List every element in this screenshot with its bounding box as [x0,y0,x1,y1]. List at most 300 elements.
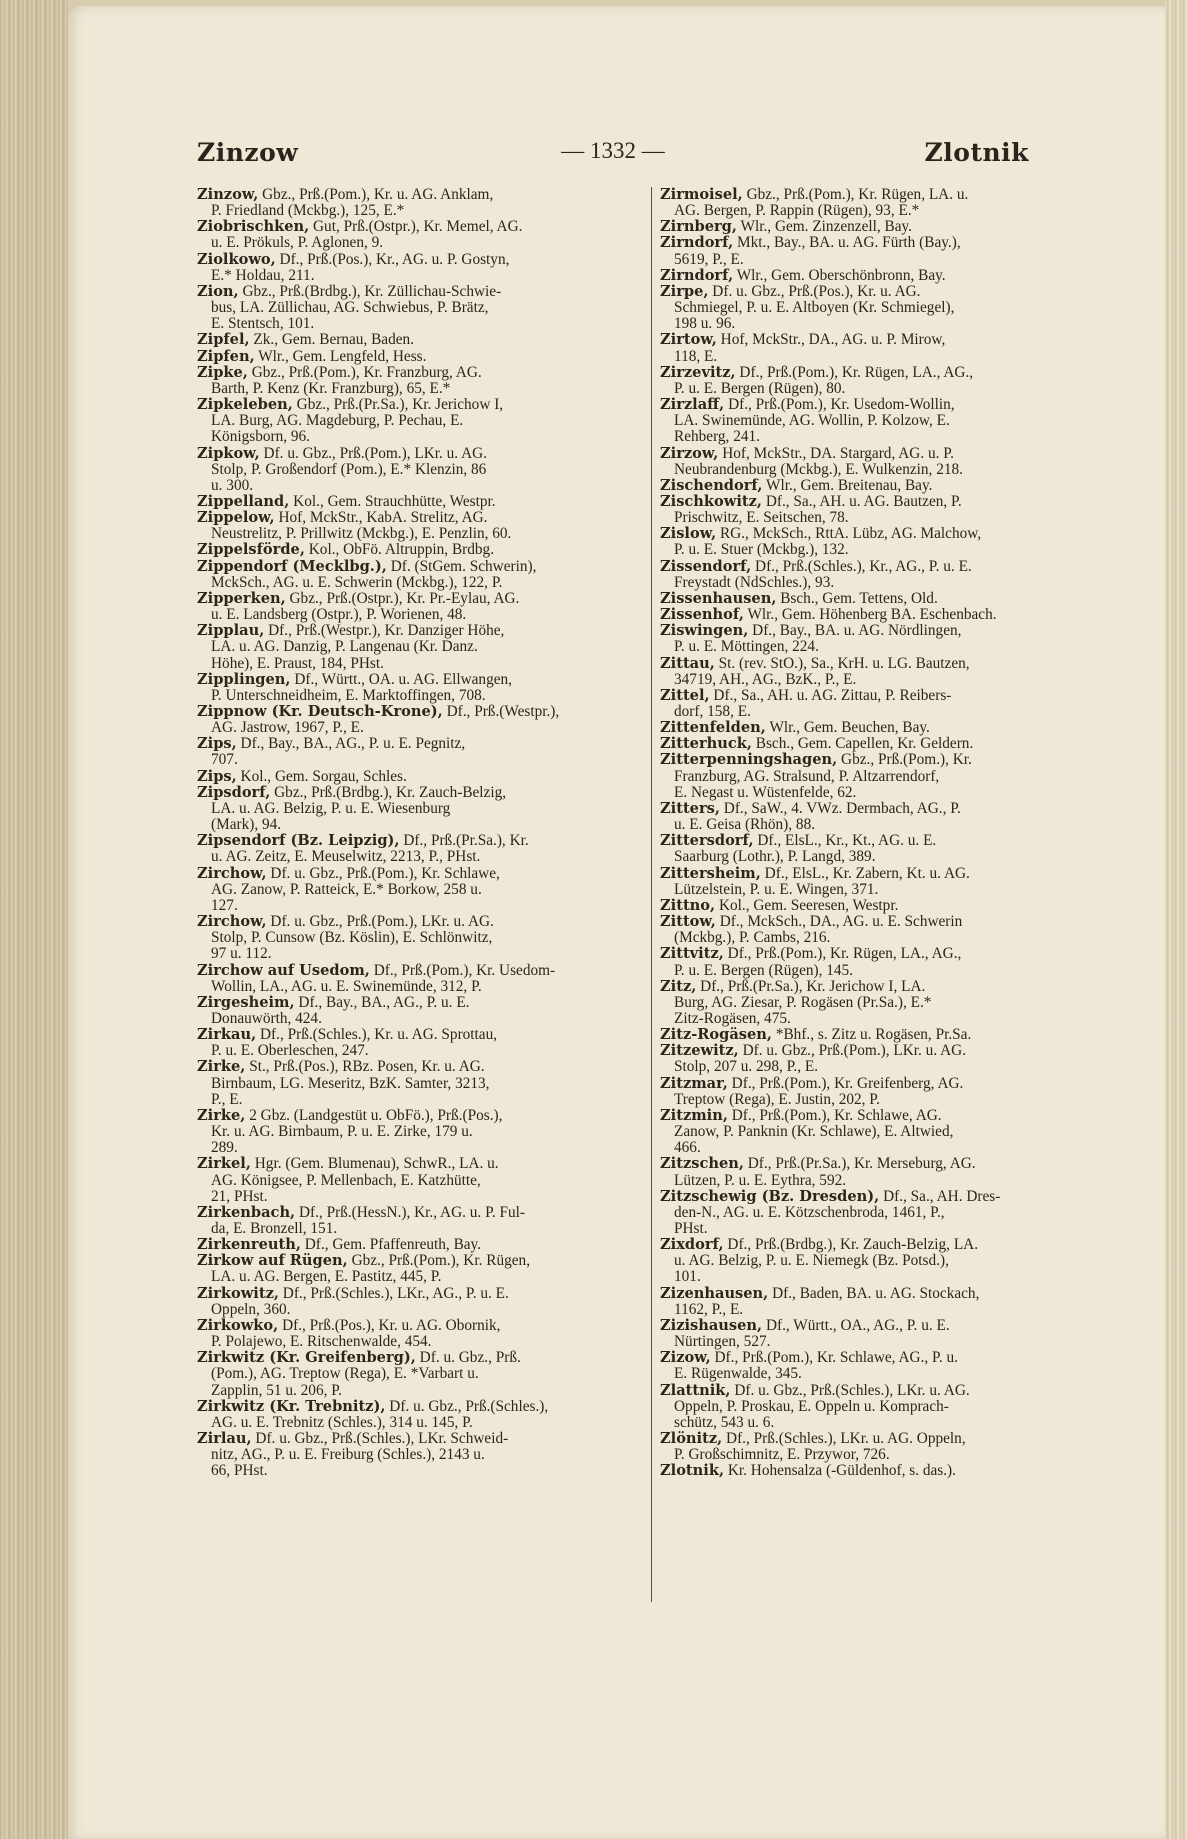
gazetteer-entry [197,769,602,785]
entry-headword: Zirkenbach, [197,1203,296,1221]
column-divider [651,187,652,1602]
entry-text: 707. [211,751,238,769]
entry-headword: Zissenhof, [660,606,744,624]
entry-text: Df., Sa., AH. u. AG. Bautzen, P. [765,492,962,510]
entry-headword: Ziolkowo, [197,250,276,268]
gazetteer-entry [660,752,1072,800]
entry-headword: Zirkenreuth, [197,1236,301,1254]
entry-headword: Zissenhausen, [660,589,777,607]
entry-headword: Ziobrischken, [197,218,310,236]
gazetteer-entry [660,656,1072,688]
entry-headword: Zipsendorf (Bz. Leipzig), [197,832,400,850]
entry-text: MckSch., AG. u. E. Schwerin (Mckbg.), 122, P. [211,573,503,591]
gazetteer-entry [197,672,602,704]
entry-headword: Zirkow auf Rügen, [197,1252,348,1270]
entry-text: RG., MckSch., RttA. Lübz, AG. Malchow, [719,525,982,543]
gazetteer-entry [660,688,1072,720]
entry-text: Df., Bay., BA., AG., P. u. E. Pegnitz, [240,735,466,753]
gazetteer-entry [660,526,1072,558]
entry-text: u. E. Landsberg (Ostpr.), P. Worienen, 48. [211,606,467,624]
entry-text: St. (rev. StO.), Sa., KrH. u. LG. Bautzen, [718,654,970,672]
gazetteer-entry [197,833,602,865]
entry-text: P. Unterschneidheim, E. Marktoffingen, 708. [211,686,486,704]
gazetteer-entry [197,785,602,833]
entry-text: Df., Prß.(Pom.), Kr. Schlawe, AG., P. u. [714,1349,958,1367]
gazetteer-entry [660,1156,1072,1188]
entry-text: Df., Württ., OA. u. AG. Ellwangen, [294,670,512,688]
entry-headword: Zirnberg, [660,218,737,236]
entry-text: *Bhf., s. Zitz u. Rogäsen, Pr.Sa. [775,1026,972,1044]
entry-text: E. Stentsch, 101. [211,315,315,333]
entry-text: Zapplin, 51 u. 206, P. [211,1381,342,1399]
entry-text: PHst. [674,1220,708,1237]
gazetteer-entry [197,219,602,251]
entry-text: Wlr., Gem. Oberschönbronn, Bay. [736,266,946,284]
entry-headword: Zitzschen, [660,1155,744,1173]
entry-text: Df. u. Gbz., Prß.(Pom.), LKr. u. AG. [270,913,494,931]
entry-text: Df., Prß.(Schles.), Kr. u. AG. Sprottau, [259,1026,498,1044]
gazetteer-entry [197,446,602,494]
entry-headword: Zipfel, [197,331,250,349]
entry-text: Df., Baden, BA. u. AG. Stockach, [772,1284,980,1302]
entry-text: Df., Prß.(Pr.Sa.), Kr. [403,832,529,850]
entry-headword: Zittersheim, [660,864,761,882]
entry-text: Gbz., Prß.(Ostpr.), Kr. Pr.-Eylau, AG. [289,589,520,607]
running-head [197,138,1029,172]
entry-text: E.* Holdau, 211. [211,266,315,284]
entry-text: Df., Prß.(Pos.), Kr. u. AG. Obornik, [282,1316,501,1334]
entry-headword: Zirchow auf Usedom, [197,961,370,979]
entry-text: Df., Bay., BA., AG., P. u. E. [298,993,470,1011]
gazetteer-entry [197,1318,602,1350]
entry-text: Burg, AG. Ziesar, P. Rogäsen (Pr.Sa.), E.* [674,993,932,1011]
gazetteer-entry [660,866,1072,898]
gazetteer-entry [197,1286,602,1318]
entry-headword: Zippnow (Kr. Deutsch-Krone), [197,703,443,720]
entry-text: Rehberg, 241. [674,428,760,446]
gazetteer-entry [197,284,602,332]
left-column [197,187,602,1480]
entry-headword: Zislow, [660,525,717,543]
entry-headword: Zirkau, [197,1026,257,1044]
entry-text: Stolp, P. Großendorf (Pom.), E.* Klenzin, 86 [211,460,487,478]
entry-headword: Zissendorf, [660,557,752,575]
entry-text: Gbz., Prß.(Pom.), Kr. Rügen, [351,1252,531,1270]
entry-text: Df., MckSch., DA., AG. u. E. Schwerin [719,913,963,931]
entry-text: Df., Prß.(Pom.), Kr. Schlawe, AG. [731,1106,942,1124]
entry-text: Df. (StGem. Schwerin), [390,557,537,575]
gazetteer-entry [660,898,1072,914]
entry-headword: Zipsdorf, [197,783,271,801]
entry-headword: Zirke, [197,1106,246,1124]
entry-text: Kol., Gem. Strauchhütte, Westpr. [293,492,496,510]
entry-text: Wlr., Gem. Breitenau, Bay. [766,476,933,494]
gazetteer-entry [197,1059,602,1107]
gazetteer-entry [197,1205,602,1237]
entry-headword: Zippelsförde, [197,541,305,559]
entry-text: Wlr., Gem. Höhenberg BA. Eschenbach. [747,606,997,624]
entry-text: u. E. Prökuls, P. Aglonen, 9. [211,234,384,252]
entry-headword: Zion, [197,282,239,300]
entry-text: Df. u. Gbz., Prß.(Pom.), LKr. u. AG. [263,444,488,462]
entry-text: Df., Prß.(Schles.), LKr. u. AG. Oppeln, [726,1430,966,1448]
entry-text: 466. [674,1139,701,1157]
entry-headword: Zittenfelden, [660,719,766,737]
entry-headword: Zirkwitz (Kr. Greifenberg), [197,1349,416,1367]
entry-headword: Zixdorf, [660,1236,724,1254]
entry-headword: Zippelland, [197,492,290,510]
entry-text: Neustrelitz, P. Prillwitz (Mckbg.), E. Penzlin, 60. [211,525,512,543]
entry-headword: Zirpe, [660,282,709,300]
gazetteer-entry [197,187,602,219]
gazetteer-entry [660,1286,1072,1318]
gazetteer-entry [660,1076,1072,1108]
entry-text: AG. Bergen, P. Rappin (Rügen), 93, E.* [674,202,920,220]
entry-text: Df., Prß.(Westpr.), [446,703,560,720]
entry-text: Franzburg, AG. Stralsund, P. Altzarrendorf, [674,767,940,785]
entry-text: Prischwitz, E. Seitschen, 78. [674,509,849,527]
gazetteer-entry [197,995,602,1027]
entry-text: Kol., Gem. Sorgau, Schles. [240,767,407,785]
entry-text: Df., Prß.(Pr.Sa.), Kr. Jerichow I, LA. [700,977,926,995]
entry-text: LA. Swinemünde, AG. Wollin, P. Kolzow, E. [674,412,950,430]
entry-headword: Zitzschewig (Bz. Dresden), [660,1187,880,1205]
entry-text: LA. u. AG. Belzig, P. u. E. Wiesenburg [211,799,451,817]
entry-text: Oppeln, 360. [211,1300,291,1318]
gazetteer-entry [660,284,1072,332]
gazetteer-entry [197,397,602,445]
gazetteer-entry [197,559,602,591]
gazetteer-entry [197,510,602,542]
entry-headword: Zipperken, [197,589,286,607]
entry-headword: Zitters, [660,799,720,817]
entry-text: Df., Prß.(Pom.), Kr. Rügen, LA., AG., [727,945,962,963]
entry-text: Treptow (Rega), E. Justin, 202, P. [674,1090,880,1108]
entry-headword: Zittno, [660,896,716,914]
gazetteer-entry [197,252,602,284]
entry-headword: Zirndorf, [660,266,734,284]
entry-headword: Zipke, [197,363,248,381]
entry-headword: Zirke, [197,1058,246,1076]
entry-text: Df., Prß.(Pom.), Kr. Usedom-Wollin, [728,396,955,414]
entry-text: LA. Burg, AG. Magdeburg, P. Pechau, E. [211,412,464,430]
entry-text: Gbz., Prß.(Pom.), Kr. Rügen, LA. u. [746,186,969,203]
gazetteer-entry [660,478,1072,494]
gazetteer-entry [197,1108,602,1156]
gazetteer-entry [660,397,1072,445]
gazetteer-entry [197,736,602,768]
entry-headword: Zippendorf (Mecklbg.), [197,557,387,575]
entry-text: 97 u. 112. [211,945,272,963]
entry-headword: Zitterhuck, [660,735,752,753]
entry-headword: Zirzlaff, [660,396,725,414]
entry-text: Df., Sa., AH. Dres- [883,1187,1001,1205]
entry-text: Gbz., Prß.(Pom.), Kr. [841,751,972,769]
entry-text: den-N., AG. u. E. Kötzschenbroda, 1461, P., [674,1203,945,1221]
entry-text: Stolp, 207 u. 298, P., E. [674,1058,819,1076]
entry-headword: Ziswingen, [660,622,749,640]
gazetteer-entry [660,1189,1072,1237]
gazetteer-entry [660,219,1072,235]
gazetteer-entry [660,946,1072,978]
gazetteer-entry [660,446,1072,478]
entry-text: P., E. [211,1090,243,1108]
entry-text: AG. Zanow, P. Ratteick, E.* Borkow, 258 u. [211,880,482,898]
entry-text: Df. u. Gbz., Prß.(Pos.), Kr. u. AG. [712,282,921,300]
entry-text: 127. [211,896,238,914]
entry-text: Hof, MckStr., DA. Stargard, AG. u. P. [722,444,954,462]
entry-text: Df., Prß.(HessN.), Kr., AG. u. P. Ful- [298,1203,526,1221]
entry-text: 101. [674,1268,701,1286]
entry-text: u. AG. Zeitz, E. Meuselwitz, 2213, P., PHst. [211,848,481,866]
entry-headword: Zirgesheim, [197,993,295,1011]
entry-text: Gut, Prß.(Ostpr.), Kr. Memel, AG. [313,218,523,236]
entry-text: P. Friedland (Mckbg.), 125, E.* [211,202,405,220]
entry-text: u. 300. [211,476,254,494]
entry-text: Hof, MckStr., DA., AG. u. P. Mirow, [720,331,946,349]
gazetteer-entry [197,914,602,962]
entry-headword: Zlönitz, [660,1430,723,1448]
gazetteer-entry [660,1043,1072,1075]
entry-text: P. u. E. Oberleschen, 247. [211,1042,369,1060]
entry-headword: Zitterpenningshagen, [660,751,838,769]
entry-headword: Zirkowitz, [197,1284,279,1302]
entry-text: Mkt., Bay., BA. u. AG. Fürth (Bay.), [737,234,961,252]
entry-text: P. u. E. Möttingen, 224. [674,638,819,656]
entry-headword: Zirlau, [197,1430,252,1448]
gazetteer-entry [660,833,1072,865]
entry-headword: Zizishausen, [660,1316,763,1334]
gazetteer-entry [660,720,1072,736]
gazetteer-entry [660,623,1072,655]
entry-headword: Zizow, [660,1349,711,1367]
entry-text: 1162, P., E. [674,1300,744,1318]
header-last-entry: Zlotnik [924,138,1029,167]
book-page-edges-left [0,0,68,1839]
gazetteer-entry [197,1156,602,1204]
entry-text: Df. u. Gbz., Prß. [419,1349,521,1367]
gazetteer-entry [660,591,1072,607]
entry-text: Oppeln, P. Proskau, E. Oppeln u. Komprach- [674,1397,949,1415]
entry-text: Df., ElsL., Kr. Zabern, Kt. u. AG. [764,864,970,882]
entry-text: Df., Prß.(Schles.), LKr., AG., P. u. E. [282,1284,509,1302]
gazetteer-entry [197,866,602,914]
entry-headword: Zlotnik, [660,1462,725,1480]
entry-text: Gbz., Prß.(Pom.), Kr. u. AG. Anklam, [262,186,494,203]
entry-text: Df., Prß.(Pom.), Kr. Greifenberg, AG. [731,1074,964,1092]
gazetteer-entry [660,235,1072,267]
entry-headword: Zitz, [660,977,697,995]
entry-headword: Zirzow, [660,444,719,462]
entry-text: Hgr. (Gem. Blumenau), SchwR., LA. u. [254,1155,499,1173]
entry-text: Wlr., Gem. Beuchen, Bay. [769,719,930,737]
entry-text: 289. [211,1139,238,1157]
entry-headword: Zirchow, [197,913,267,931]
entry-headword: Zirkowko, [197,1316,279,1334]
entry-text: (Mark), 94. [211,816,282,834]
gazetteer-entry [197,332,602,348]
gazetteer-entry [660,736,1072,752]
entry-headword: Zizenhausen, [660,1284,769,1302]
entry-text: schütz, 543 u. 6. [674,1413,775,1431]
entry-headword: Zitzmar, [660,1074,728,1092]
entry-text: Königsborn, 96. [211,428,311,446]
gazetteer-entry [197,349,602,365]
entry-text: (Pom.), AG. Treptow (Rega), E. *Varbart u. [211,1365,479,1383]
entry-text: nitz, AG., P. u. E. Freiburg (Schles.), 2143 u. [211,1446,485,1464]
gazetteer-entry [660,607,1072,623]
gazetteer-entry [197,1350,602,1398]
entry-headword: Zipkow, [197,444,260,462]
gazetteer-entry [660,494,1072,526]
entry-text: Df., Prß.(Pr.Sa.), Kr. Merseburg, AG. [747,1155,976,1173]
entry-headword: Zittersdorf, [660,832,754,850]
gazetteer-entry [197,704,602,736]
entry-text: St., Prß.(Pos.), RBz. Posen, Kr. u. AG. [249,1058,485,1076]
entry-text: Saarburg (Lothr.), P. Langd, 389. [674,848,876,866]
book-page-edges-right [1165,0,1187,1839]
gazetteer-entry [660,268,1072,284]
entry-text: Hof, MckStr., KabA. Strelitz, AG. [278,509,488,527]
gazetteer-entry [197,623,602,671]
entry-headword: Zirkwitz (Kr. Trebnitz), [197,1397,386,1415]
entry-text: Df. u. Gbz., Prß.(Schles.), [389,1397,549,1415]
entry-headword: Zippelow, [197,509,275,527]
entry-text: Nürtingen, 527. [674,1333,771,1351]
entry-text: Df., Prß.(Pom.), Kr. Usedom- [373,961,556,979]
gazetteer-entry [197,542,602,558]
entry-text: 21, PHst. [211,1187,268,1205]
entry-text: Df., Prß.(Westpr.), Kr. Danziger Höhe, [268,622,505,640]
entry-text: 34719, AH., AG., BzK., P., E. [674,670,857,688]
entry-text: Bsch., Gem. Tettens, Old. [780,589,938,607]
entry-headword: Zirzevitz, [660,363,736,381]
gazetteer-entry [660,1027,1072,1043]
entry-text: P. u. E. Bergen (Rügen), 80. [674,379,846,397]
entry-text: Df., SaW., 4. VWz. Dermbach, AG., P. [723,799,961,817]
entry-text: Kol., ObFö. Altruppin, Brdbg. [308,541,495,559]
entry-text: 2 Gbz. (Landgestüt u. ObFö.), Prß.(Pos.), [249,1106,503,1124]
entry-text: P. Großschimnitz, E. Przywor, 726. [674,1446,890,1464]
entry-text: Gbz., Prß.(Brdbg.), Kr. Züllichau-Schwie- [242,282,502,300]
gazetteer-entry [197,365,602,397]
gazetteer-entry [660,914,1072,946]
entry-text: Zanow, P. Panknin (Kr. Schlawe), E. Altwied, [674,1123,954,1141]
entry-text: Df., Prß.(Brdbg.), Kr. Zauch-Belzig, LA. [727,1236,979,1254]
entry-text: 118, E. [674,347,718,365]
entry-text: LA. u. AG. Bergen, E. Pastitz, 445, P. [211,1268,442,1286]
entry-headword: Zittow, [660,913,716,931]
entry-text: Zitz-Rogäsen, 475. [674,1009,791,1027]
entry-text: Df., Gem. Pfaffenreuth, Bay. [304,1236,482,1254]
gazetteer-entry [660,979,1072,1027]
gazetteer-entry [660,1237,1072,1285]
entry-text: Gbz., Prß.(Pom.), Kr. Franzburg, AG. [251,363,482,381]
entry-text: Df., Prß.(Pom.), Kr. Rügen, LA., AG., [739,363,974,381]
header-first-entry: Zinzow [197,138,299,167]
entry-text: Kr. u. AG. Birnbaum, P. u. E. Zirke, 179 u. [211,1123,473,1141]
gazetteer-entry [660,332,1072,364]
gazetteer-entry [660,801,1072,833]
entry-text: da, E. Bronzell, 151. [211,1220,338,1237]
gazetteer-entry [660,1350,1072,1382]
entry-text: u. E. Geisa (Rhön), 88. [674,816,816,834]
entry-headword: Zittau, [660,654,715,672]
entry-text: Zk., Gem. Bernau, Baden. [253,331,414,349]
entry-text: Neubrandenburg (Mckbg.), E. Wulkenzin, 218. [674,460,963,478]
entry-text: Wollin, LA., AG. u. E. Swinemünde, 312, P. [211,977,482,995]
entry-text: bus, LA. Züllichau, AG. Schwiebus, P. Brätz, [211,299,489,317]
entry-text: Bsch., Gem. Capellen, Kr. Geldern. [755,735,974,753]
gazetteer-entry [660,1383,1072,1431]
entry-headword: Zittvitz, [660,945,724,963]
gazetteer-entry [197,1253,602,1285]
gazetteer-entry [660,1108,1072,1156]
entry-headword: Zischendorf, [660,476,763,494]
entry-text: LA. u. AG. Danzig, P. Langenau (Kr. Danz. [211,638,478,656]
gazetteer-entry [660,559,1072,591]
entry-text: Df., ElsL., Kr., Kt., AG. u. E. [757,832,937,850]
entry-text: P. u. E. Stuer (Mckbg.), 132. [674,541,849,559]
gazetteer-entry [660,187,1072,219]
entry-headword: Zips, [197,767,237,785]
entry-headword: Zipplau, [197,622,265,640]
entry-text: Schmiegel, P. u. E. Altboyen (Kr. Schmiegel), [674,299,955,317]
entry-text: Birnbaum, LG. Meseritz, BzK. Samter, 3213, [211,1074,490,1092]
entry-text: Df., Württ., OA., AG., P. u. E. [765,1316,950,1334]
entry-text: Df. u. Gbz., Prß.(Pom.), Kr. Schlawe, [270,864,500,882]
gazetteer-entry [660,1463,1072,1479]
entry-headword: Zipfen, [197,347,255,365]
gazetteer-entry [660,365,1072,397]
entry-headword: Zipplingen, [197,670,291,688]
entry-headword: Zirmoisel, [660,186,743,203]
entry-text: Df., Prß.(Schles.), Kr., AG., P. u. E. [755,557,972,575]
entry-headword: Zinzow, [197,186,259,203]
entry-text: Kol., Gem. Seeresen, Westpr. [718,896,899,914]
entry-text: AG. Königsee, P. Mellenbach, E. Katzhütte, [211,1171,481,1189]
entry-text: 198 u. 96. [674,315,736,333]
entry-text: Donauwörth, 424. [211,1009,322,1027]
entry-text: Df. u. Gbz., Prß.(Pom.), LKr. u. AG. [742,1042,967,1060]
entry-text: 66, PHst. [211,1462,268,1480]
gazetteer-entry [197,494,602,510]
entry-text: (Mckbg.), P. Cambs, 216. [674,929,831,947]
entry-text: Wlr., Gem. Zinzenzell, Bay. [740,218,912,236]
entry-text: Stolp, P. Cunsow (Bz. Köslin), E. Schlönwitz, [211,929,493,947]
entry-text: u. AG. Belzig, P. u. E. Niemegk (Bz. Potsd.), [674,1252,949,1270]
gazetteer-entry [660,1431,1072,1463]
entry-text: P. Polajewo, E. Ritschenwalde, 454. [211,1333,432,1351]
entry-headword: Zipkeleben, [197,396,293,414]
entry-text: AG. u. E. Trebnitz (Schles.), 314 u. 145, P. [211,1413,473,1431]
entry-text: Df., Prß.(Pos.), Kr., AG. u. P. Gostyn, [279,250,510,268]
gazetteer-entry [197,963,602,995]
entry-headword: Zirtow, [660,331,717,349]
entry-text: Gbz., Prß.(Brdbg.), Kr. Zauch-Belzig, [274,783,507,801]
entry-text: Df. u. Gbz., Prß.(Schles.), LKr. Schweid- [255,1430,509,1448]
entry-text: Höhe), E. Praust, 184, PHst. [211,654,384,672]
entry-headword: Zips, [197,735,237,753]
entry-text: 5619, P., E. [674,250,744,268]
entry-text: Lützelstein, P. u. E. Wingen, 371. [674,880,879,898]
entry-text: Gbz., Prß.(Pr.Sa.), Kr. Jerichow I, [296,396,504,414]
gazetteer-entry [197,1431,602,1479]
right-column [660,187,1072,1480]
entry-headword: Zirchow, [197,864,267,882]
entry-text: P. u. E. Bergen (Rügen), 145. [674,961,854,979]
gazetteer-entry [197,1237,602,1253]
